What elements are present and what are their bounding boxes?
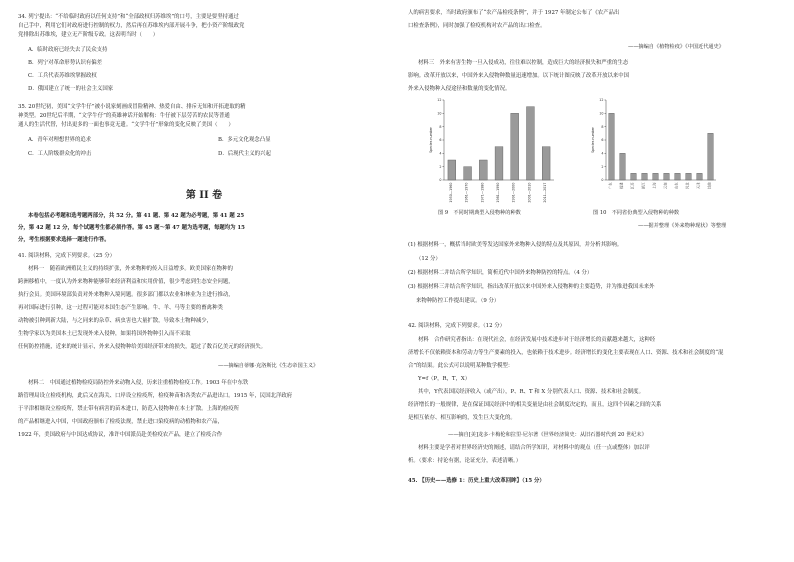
m3-line3: 外来入侵物种入侵途径和数量的变化情况。 — [408, 86, 511, 92]
q41-m2-line2: 路管理局设立检疫机构，此后又在海关、口岸设立检疫所，检疫种苗和各类农产品进出口。1915 年，民国北洋政府 — [18, 393, 293, 399]
bar — [464, 167, 472, 180]
q35-option-d[interactable]: D．后现代主义的兴起 — [218, 151, 271, 157]
x-tick-label: 福建 — [619, 182, 624, 190]
y-tick-label: 8 — [601, 124, 604, 129]
y-tick-label: 10 — [437, 111, 442, 116]
q35-line3: 通人的生活代替，付出更多的一面也事竟无遗。“文学牛仔”形象的变化反映了美国（ ） — [18, 122, 234, 128]
x-tick-label: 1971—1980 — [480, 182, 485, 203]
task-2: (2) 根据材料二并结合所学知识，简析近代中国外来物种防控的特点。（4 分） — [408, 270, 593, 276]
bar — [542, 147, 550, 180]
y-tick-label: 4 — [601, 151, 604, 156]
top-source: ——摘编自《植物检疫》《中国近代通史》 — [628, 44, 724, 50]
m3-line1: 材料三 外来有害生物一旦入侵成功，往往难以控制，造成巨大的经济损失和严重的生态 — [418, 60, 629, 66]
q34-option-c[interactable]: C．工兵代表苏维埃掌握政权 — [28, 73, 97, 79]
bar — [708, 133, 714, 180]
x-tick-label: 1981—1990 — [496, 182, 500, 203]
fig9-caption: 图 9 不同时期典型入侵物种的种数 — [438, 210, 521, 216]
top-line1: 人的病害要求，当时政府颁布了“农产品检疫条例”，并于 1927 年制定公布了《农产品出 — [408, 10, 620, 16]
q45-title: 45. 【历史——选修 1：历史上重大改革回眸】（15 分） — [408, 478, 545, 484]
x-tick-label: 山东 — [674, 182, 679, 190]
x-tick-label: 1950—1960 — [448, 182, 453, 203]
y-axis-label: Species number — [429, 127, 433, 153]
q42-line1: 材料 合作研究者指出：在现代社会，在经济发展中技术进步对于经济增长的贡献越来越大，这种经 — [418, 337, 656, 343]
q41-m1-line7: 任何防控措施，近来的统计显示，外来入侵物种给美国经济带来的损失，超过了数百亿美元的经济损失。 — [18, 344, 266, 350]
y-tick-label: 10 — [599, 111, 604, 116]
bar — [609, 113, 615, 180]
chart-by-province — [590, 96, 720, 206]
x-tick-label: 1991—2000 — [511, 182, 516, 203]
bar — [664, 173, 670, 180]
q41-m2-line5: 1922 年，美国政府与中国达成协议，准许中国派员赴美检疫农产品，建立了检疫合作 — [18, 432, 223, 438]
bar — [653, 173, 659, 180]
x-tick-label: 2011—2017 — [543, 182, 548, 203]
y-tick-label: 0 — [601, 178, 604, 183]
q41-m1-line1: 材料一 随着欧洲殖民主义的持续扩张，外来物种的传入日益增多。欧美国家在物种的 — [28, 266, 233, 272]
bar — [511, 113, 519, 180]
bar — [697, 173, 703, 180]
x-tick-label: 上海 — [652, 182, 657, 190]
task-3: (3) 根据材料三并结合所学知识，指出改革开放以来中国外来入侵物种的主要趋势，并为推进我国未来外 — [408, 284, 655, 290]
x-tick-label: 河北 — [685, 182, 690, 190]
x-tick-label: 2001—2010 — [527, 182, 532, 203]
bar — [631, 173, 637, 180]
x-tick-label: 天津 — [696, 182, 701, 190]
q42-line7: 材料主要是学者对世界经济史的阐述，请结合所学知识，对材料中的观点（任一点或整体）加以评 — [418, 445, 650, 451]
q42-line6: 是相互依存、相互影响的，发生巨大变化的。 — [408, 415, 516, 421]
x-tick-label: 其他 — [707, 182, 712, 190]
captions-source: ——据并整理《外来物种现状》等整理 — [638, 223, 727, 229]
q41-m2-line1: 材料二 中国通过植物检疫局防控外来动物入侵，历来注重植物检疫工作。1903 年在中东铁 — [28, 380, 249, 386]
q42-line5: 经济增长的一般规律，是在保证国民经济中的相关变量是由社会制度决定的，而且，这四个因素之间的关系 — [408, 402, 662, 408]
q34-line2: 自己手中，利用它们对政府进行控制的权力，然后再在苏维埃内部开展斗争，把小资产阶级政党 — [18, 23, 245, 29]
q35-option-c[interactable]: C．工人阶级群众化的冲击 — [28, 151, 92, 157]
y-tick-label: 4 — [439, 151, 442, 156]
y-tick-label: 2 — [439, 164, 442, 169]
q35-option-b[interactable]: B．多元文化观念凸显 — [218, 137, 271, 143]
bar — [479, 160, 487, 180]
q35-option-a[interactable]: A．青年对理想世界的追求 — [28, 137, 92, 143]
instructions-line1: 本卷包括必考题和选考题两部分，共 52 分。第 41 题、第 42 题为必考题，第 41 题 25 — [28, 213, 245, 219]
q42-line2: 济增长不仅依赖资本和劳动力等生产要素的投入，也依赖于技术进步。经济增长的变化主要表现在人口、资源、技术和社会制度的“混 — [408, 350, 724, 356]
q41-m1-source: ——摘编自蒂娜·克洛斯比《生态帝国主义》 — [218, 363, 319, 369]
y-tick-label: 12 — [437, 98, 442, 103]
q34-line1: 34. 列宁提出：“不给临时政府以任何支持”和“全部政权归苏维埃”的口号，主要是要坚持通过 — [18, 14, 239, 20]
y-tick-label: 12 — [599, 98, 604, 103]
y-tick-label: 0 — [439, 178, 442, 183]
q41-m1-line3: 执行会员。美国环境部负责对外来物种入境问题。很多部门都以农业和林业为主进行推动， — [18, 292, 234, 298]
section-title: 第 II 卷 — [185, 190, 223, 201]
bar — [448, 160, 456, 180]
q35-line1: 35. 20世纪初，美国“文学牛仔”被小说家刻画成冒险精神、热爱自由、排斥无知和开拓进取的精 — [18, 104, 246, 110]
instructions-line3: 分，考生根据要求选择一题进行作答。 — [18, 237, 110, 243]
y-tick-label: 6 — [601, 138, 604, 143]
m3-line2: 影响。改革开放以来，中国外来入侵物种数量迅速增加。以下统计图反映了改革开放以来中国 — [408, 73, 630, 79]
task-1-score: （12 分） — [416, 256, 441, 262]
q41-m2-line4: 的产品相继进入中国，中国政府颁布了检疫法规，禁止进口染疫病的动植物和农产品， — [18, 419, 223, 425]
q42-line3: 合”的结果。此公式可以说明某种数学模型： — [408, 363, 514, 369]
q41-m2-line3: 于平津相继设立检疫所，禁止带有病害的苗木进口，防范入侵物种在本土扩散。上海的检疫所 — [18, 406, 240, 412]
q41-m1-line2: 跨洲移植中，一度认为外来物种能够带来经济利益和实用价值，很少考虑到生态安全问题， — [18, 279, 234, 285]
q35-line2: 神类型。20世纪后半期，“文学牛仔”的英雄神话开始解构：牛仔被下层劳苦的农民等普通 — [18, 113, 230, 119]
instructions-line2: 分，第 42 题 12 分，每个试题考生都必须作答。第 45 题～第 47 题为选考题，每题均为 15 — [18, 225, 245, 231]
q42-formula: Y=f（P，R，T，X） — [418, 376, 471, 382]
q41-m1-line5: 动物被引种到新大陆，与之同来的杂草、病虫害也大量扩散，导致本土物种减少， — [18, 318, 213, 324]
y-tick-label: 6 — [439, 138, 442, 143]
q42-title: 42. 阅读材料，完成下列要求。（12 分） — [408, 323, 506, 329]
chart-by-period — [428, 96, 558, 206]
q34-option-a[interactable]: A．临时政府已经失去了民众支持 — [28, 47, 108, 53]
bar — [495, 147, 503, 180]
x-tick-label: 1961—1970 — [464, 182, 469, 203]
x-tick-label: 云南 — [663, 182, 668, 190]
fig10-caption: 图 10 不同省份典型入侵物种的种数 — [593, 210, 680, 216]
task-1: (1) 根据材料一，概括当时欧美等发达国家外来物种入侵的特点及其原因，并分析其影响。 — [408, 242, 623, 248]
task-3-cont: 来物种防控工作提出建议。（9 分） — [416, 298, 500, 304]
q41-title: 41. 阅读材料，完成下列要求。（25 分） — [18, 253, 116, 259]
q34-option-b[interactable]: B．列宁对革命形势认识有偏差 — [28, 60, 103, 66]
bar — [620, 153, 626, 180]
bar — [686, 173, 692, 180]
x-tick-label: 广东 — [608, 182, 613, 190]
q34-line3: 党排除出苏维埃，建立无产阶级专政。这表明当时（ ） — [18, 32, 159, 38]
y-tick-label: 8 — [439, 124, 442, 129]
q42-line8: 析。（要求：持论有据，论证充分，表述清晰。） — [408, 458, 522, 464]
y-tick-label: 2 — [601, 164, 604, 169]
q34-option-d[interactable]: D．俄国建立了统一的社会主义国家 — [28, 86, 114, 92]
q41-m1-line6: 生物学家以为美国本土已发现外来入侵种，如果将国外物种引入而不采取 — [18, 331, 191, 337]
q42-source: ——摘自[美]龙多·卡梅伦和拉里·尼尔著《世界经济简史：从旧石器时代到 20 世纪末》 — [448, 432, 647, 438]
bar — [527, 107, 535, 180]
y-axis-label: Species number — [591, 127, 595, 153]
x-tick-label: 江苏 — [630, 182, 635, 190]
top-line2: 口检查条例》，同时加强了检疫机构对农产品的出口检查。 — [408, 23, 546, 29]
bar — [675, 173, 681, 180]
x-tick-label: 浙江 — [641, 182, 646, 190]
q41-m1-line4: 再对国际进行引种，这一过程可能对本国生态产生影响。牛、羊、马等主要的畜禽种类 — [18, 305, 223, 311]
bar — [642, 173, 648, 180]
q42-line4: 其中，Y代表国民经济收入（或产出），P、R、T 和 X 分别代表人口、资源、技术和社会制度。 — [418, 389, 644, 395]
